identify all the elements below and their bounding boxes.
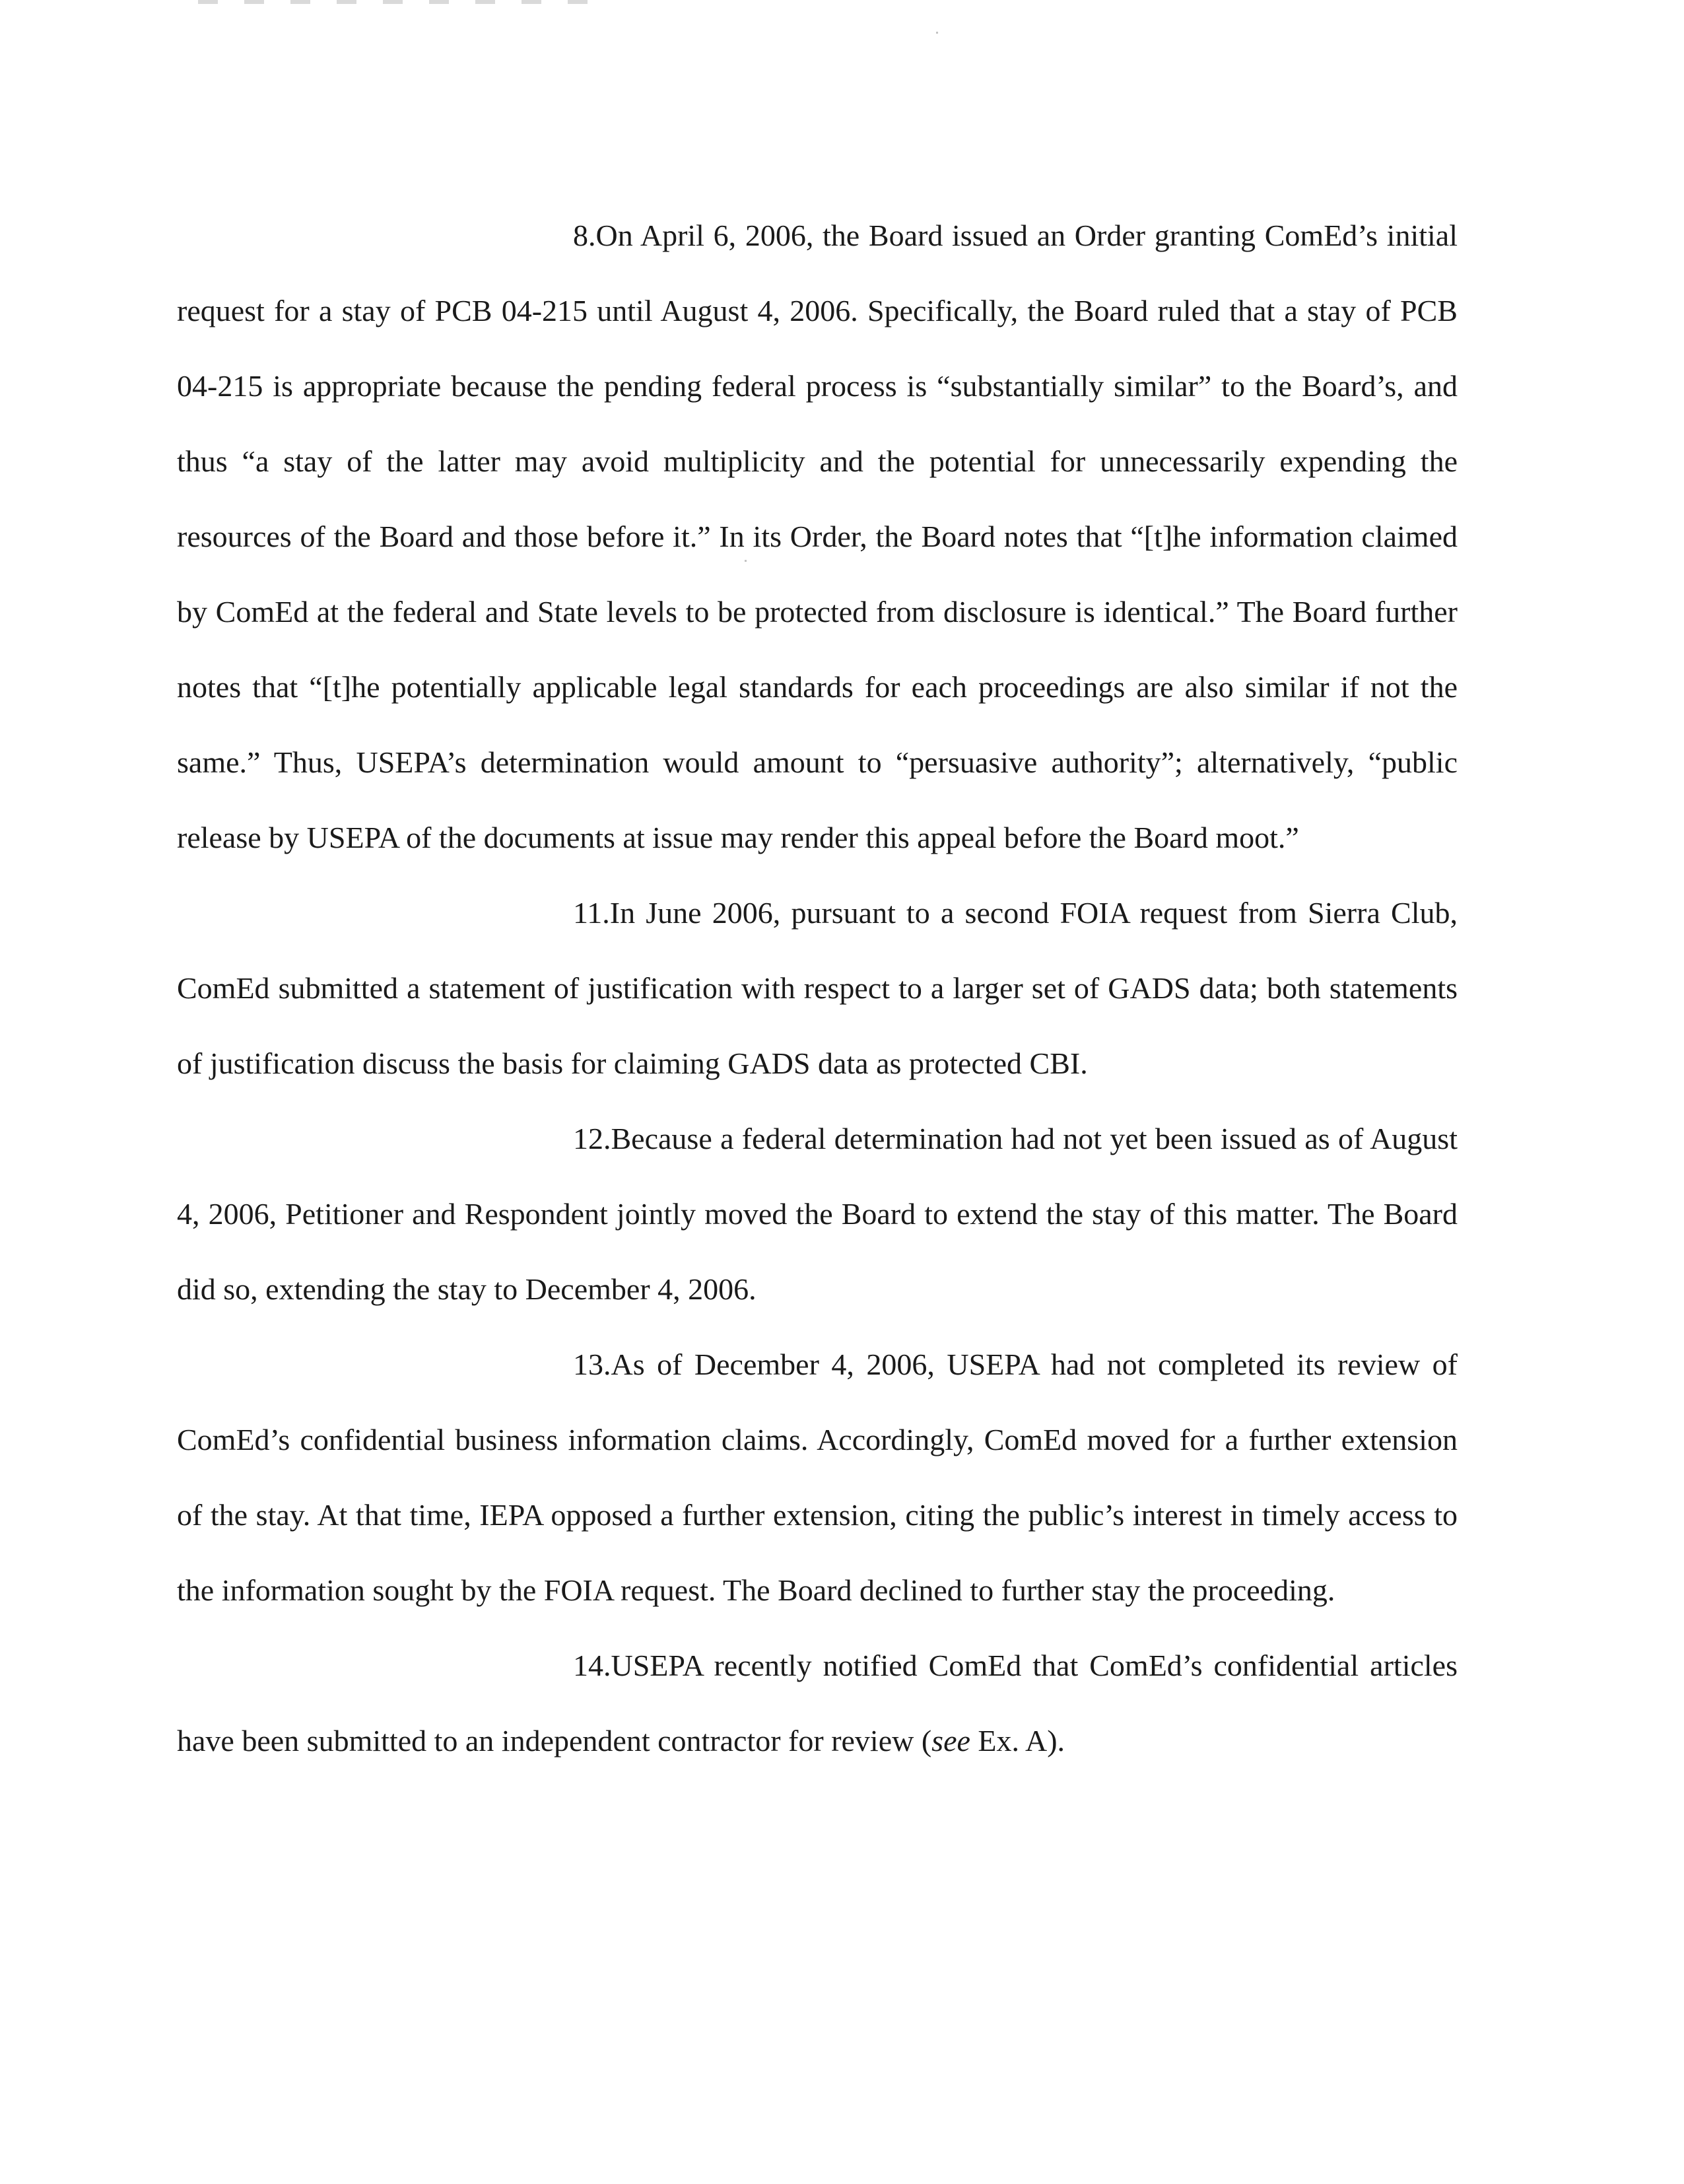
paragraph-13 <box>177 1327 1458 1628</box>
paragraph-number: 11. <box>573 896 610 930</box>
paragraph-8 <box>177 198 1458 875</box>
scan-artifact <box>198 0 594 4</box>
document-body <box>177 198 1458 1779</box>
paragraph-number: 13. <box>573 1348 611 1381</box>
paragraph-text: Because a federal determination had not yet been issued as of August 4, 2006, Petitioner and Respondent jointly moved the Board to extend the stay of this matter. The Board did so, extending the stay to December 4, 2006. <box>177 1122 1458 1306</box>
paragraph-text: In June 2006, pursuant to a second FOIA request from Sierra Club, ComEd submitted a statement of justification with respect to a larger set of GADS data; both statements of justification discuss the basis for claiming GADS data as protected CBI. <box>177 896 1458 1080</box>
paragraph-text: As of December 4, 2006, USEPA had not completed its review of ComEd’s confidential business information claims. Accordingly, ComEd moved for a further extension of the stay. At that time, IEPA opposed a further extension, citing the public’s interest in timely access to the information sought by the FOIA request. The Board declined to further stay the proceeding. <box>177 1348 1458 1607</box>
paragraph-number: 8. <box>573 219 596 252</box>
paragraph-text-end: Ex. A). <box>970 1724 1065 1757</box>
paragraph-14 <box>177 1628 1458 1779</box>
paragraph-12 <box>177 1101 1458 1327</box>
paragraph-number: 12. <box>573 1122 611 1155</box>
citation-signal: see <box>931 1724 970 1757</box>
paragraph-11 <box>177 875 1458 1101</box>
scan-speck <box>936 32 938 34</box>
paragraph-number: 14. <box>573 1649 611 1682</box>
paragraph-text: On April 6, 2006, the Board issued an Order granting ComEd’s initial request for a stay of PCB 04-215 until August 4, 2006. Specifically, the Board ruled that a stay of PCB 04-215 is appropriate because the pending federal process is “substantially similar” to the Board’s, and thus “a stay of the latter may avoid multiplicity and the potential for unnecessarily expending the resources of the Board and those before it.” In its Order, the Board notes that “[t]he information claimed by ComEd at the federal and State levels to be protected from disclosure is identical.” The Board further notes that “[t]he potentially applicable legal standards for each proceedings are also similar if not the same.” Thus, USEPA’s determination would amount to “persuasive authority”; alternatively, “public release by USEPA of the documents at issue may render this appeal before the Board moot.” <box>177 219 1458 854</box>
paragraph-text: USEPA recently notified ComEd that ComEd’s confidential articles have been submitted to an independent contractor for review ( <box>177 1649 1458 1757</box>
